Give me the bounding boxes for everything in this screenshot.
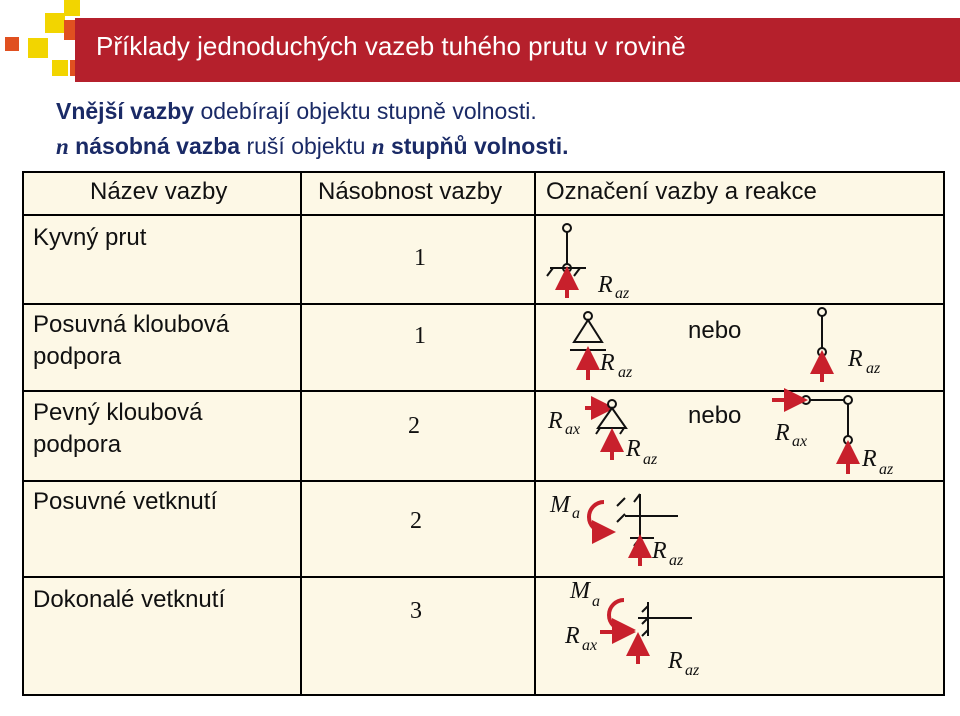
slide-title: Příklady jednoduchých vazeb tuhého prutu v rovině — [96, 31, 686, 61]
row-name: Dokonalé vetknutí — [33, 586, 226, 613]
row-multiplicity: 2 — [410, 508, 422, 534]
intro-bold: násobná vazba — [68, 133, 241, 159]
row-name: Posuvné vetknutí — [33, 488, 218, 515]
label-m: M — [550, 492, 570, 518]
pendulum-support-diagram — [547, 224, 586, 276]
intro-bold: Vnější vazby — [56, 98, 195, 124]
pendulum-alt-diagram — [818, 308, 826, 356]
label-r: R — [652, 538, 667, 564]
header-name: Název vazby — [90, 178, 228, 205]
header-notation: Označení vazby a reakce — [546, 178, 817, 205]
label-r: R — [848, 346, 863, 372]
row-multiplicity: 1 — [414, 245, 426, 271]
n-symbol: n — [371, 134, 385, 159]
header-multiplicity: Násobnost vazby — [318, 178, 503, 205]
intro-bold: stupňů volnosti. — [384, 133, 569, 159]
label-sub: az — [669, 552, 684, 569]
roller-support-diagram — [570, 312, 606, 350]
label-sub: a — [592, 593, 600, 610]
n-symbol: n — [56, 134, 69, 159]
row-multiplicity: 3 — [410, 598, 422, 624]
label-sub: az — [643, 451, 658, 468]
pin-alt-diagram — [802, 396, 852, 444]
intro-text: ruší objektu — [240, 133, 372, 159]
intro-text: odebírají objektu stupně volnosti. — [194, 98, 537, 124]
label-sub: az — [879, 461, 894, 478]
row-multiplicity: 2 — [408, 413, 420, 439]
label-sub: ax — [792, 433, 808, 450]
row-name: Kyvný prut — [33, 224, 147, 251]
label-sub: az — [866, 360, 881, 377]
moment-arrow — [609, 600, 624, 630]
label-r: R — [775, 420, 790, 446]
row-name: Pevný kloubová podpora — [33, 399, 203, 458]
label-sub: ax — [582, 637, 598, 654]
label-m: M — [570, 578, 590, 604]
label-sub: az — [615, 285, 630, 302]
label-r: R — [600, 350, 615, 376]
label-r: R — [548, 408, 563, 434]
label-r: R — [565, 623, 580, 649]
label-sub: az — [618, 364, 633, 381]
label-sub: az — [685, 662, 700, 679]
or-word: nebo — [688, 402, 742, 429]
label-sub: ax — [565, 421, 581, 438]
fixed-clamp-diagram — [638, 602, 692, 636]
label-r: R — [626, 436, 641, 462]
sliding-clamp-diagram — [617, 494, 678, 546]
label-r: R — [598, 272, 613, 298]
label-r: R — [862, 446, 877, 472]
label-r: R — [668, 648, 683, 674]
row-name: Posuvná kloubová podpora — [33, 311, 230, 370]
label-sub: a — [572, 505, 580, 522]
moment-arrow — [589, 502, 604, 532]
row-multiplicity: 1 — [414, 323, 426, 349]
pin-support-diagram — [596, 400, 626, 434]
or-word: nebo — [688, 317, 742, 344]
